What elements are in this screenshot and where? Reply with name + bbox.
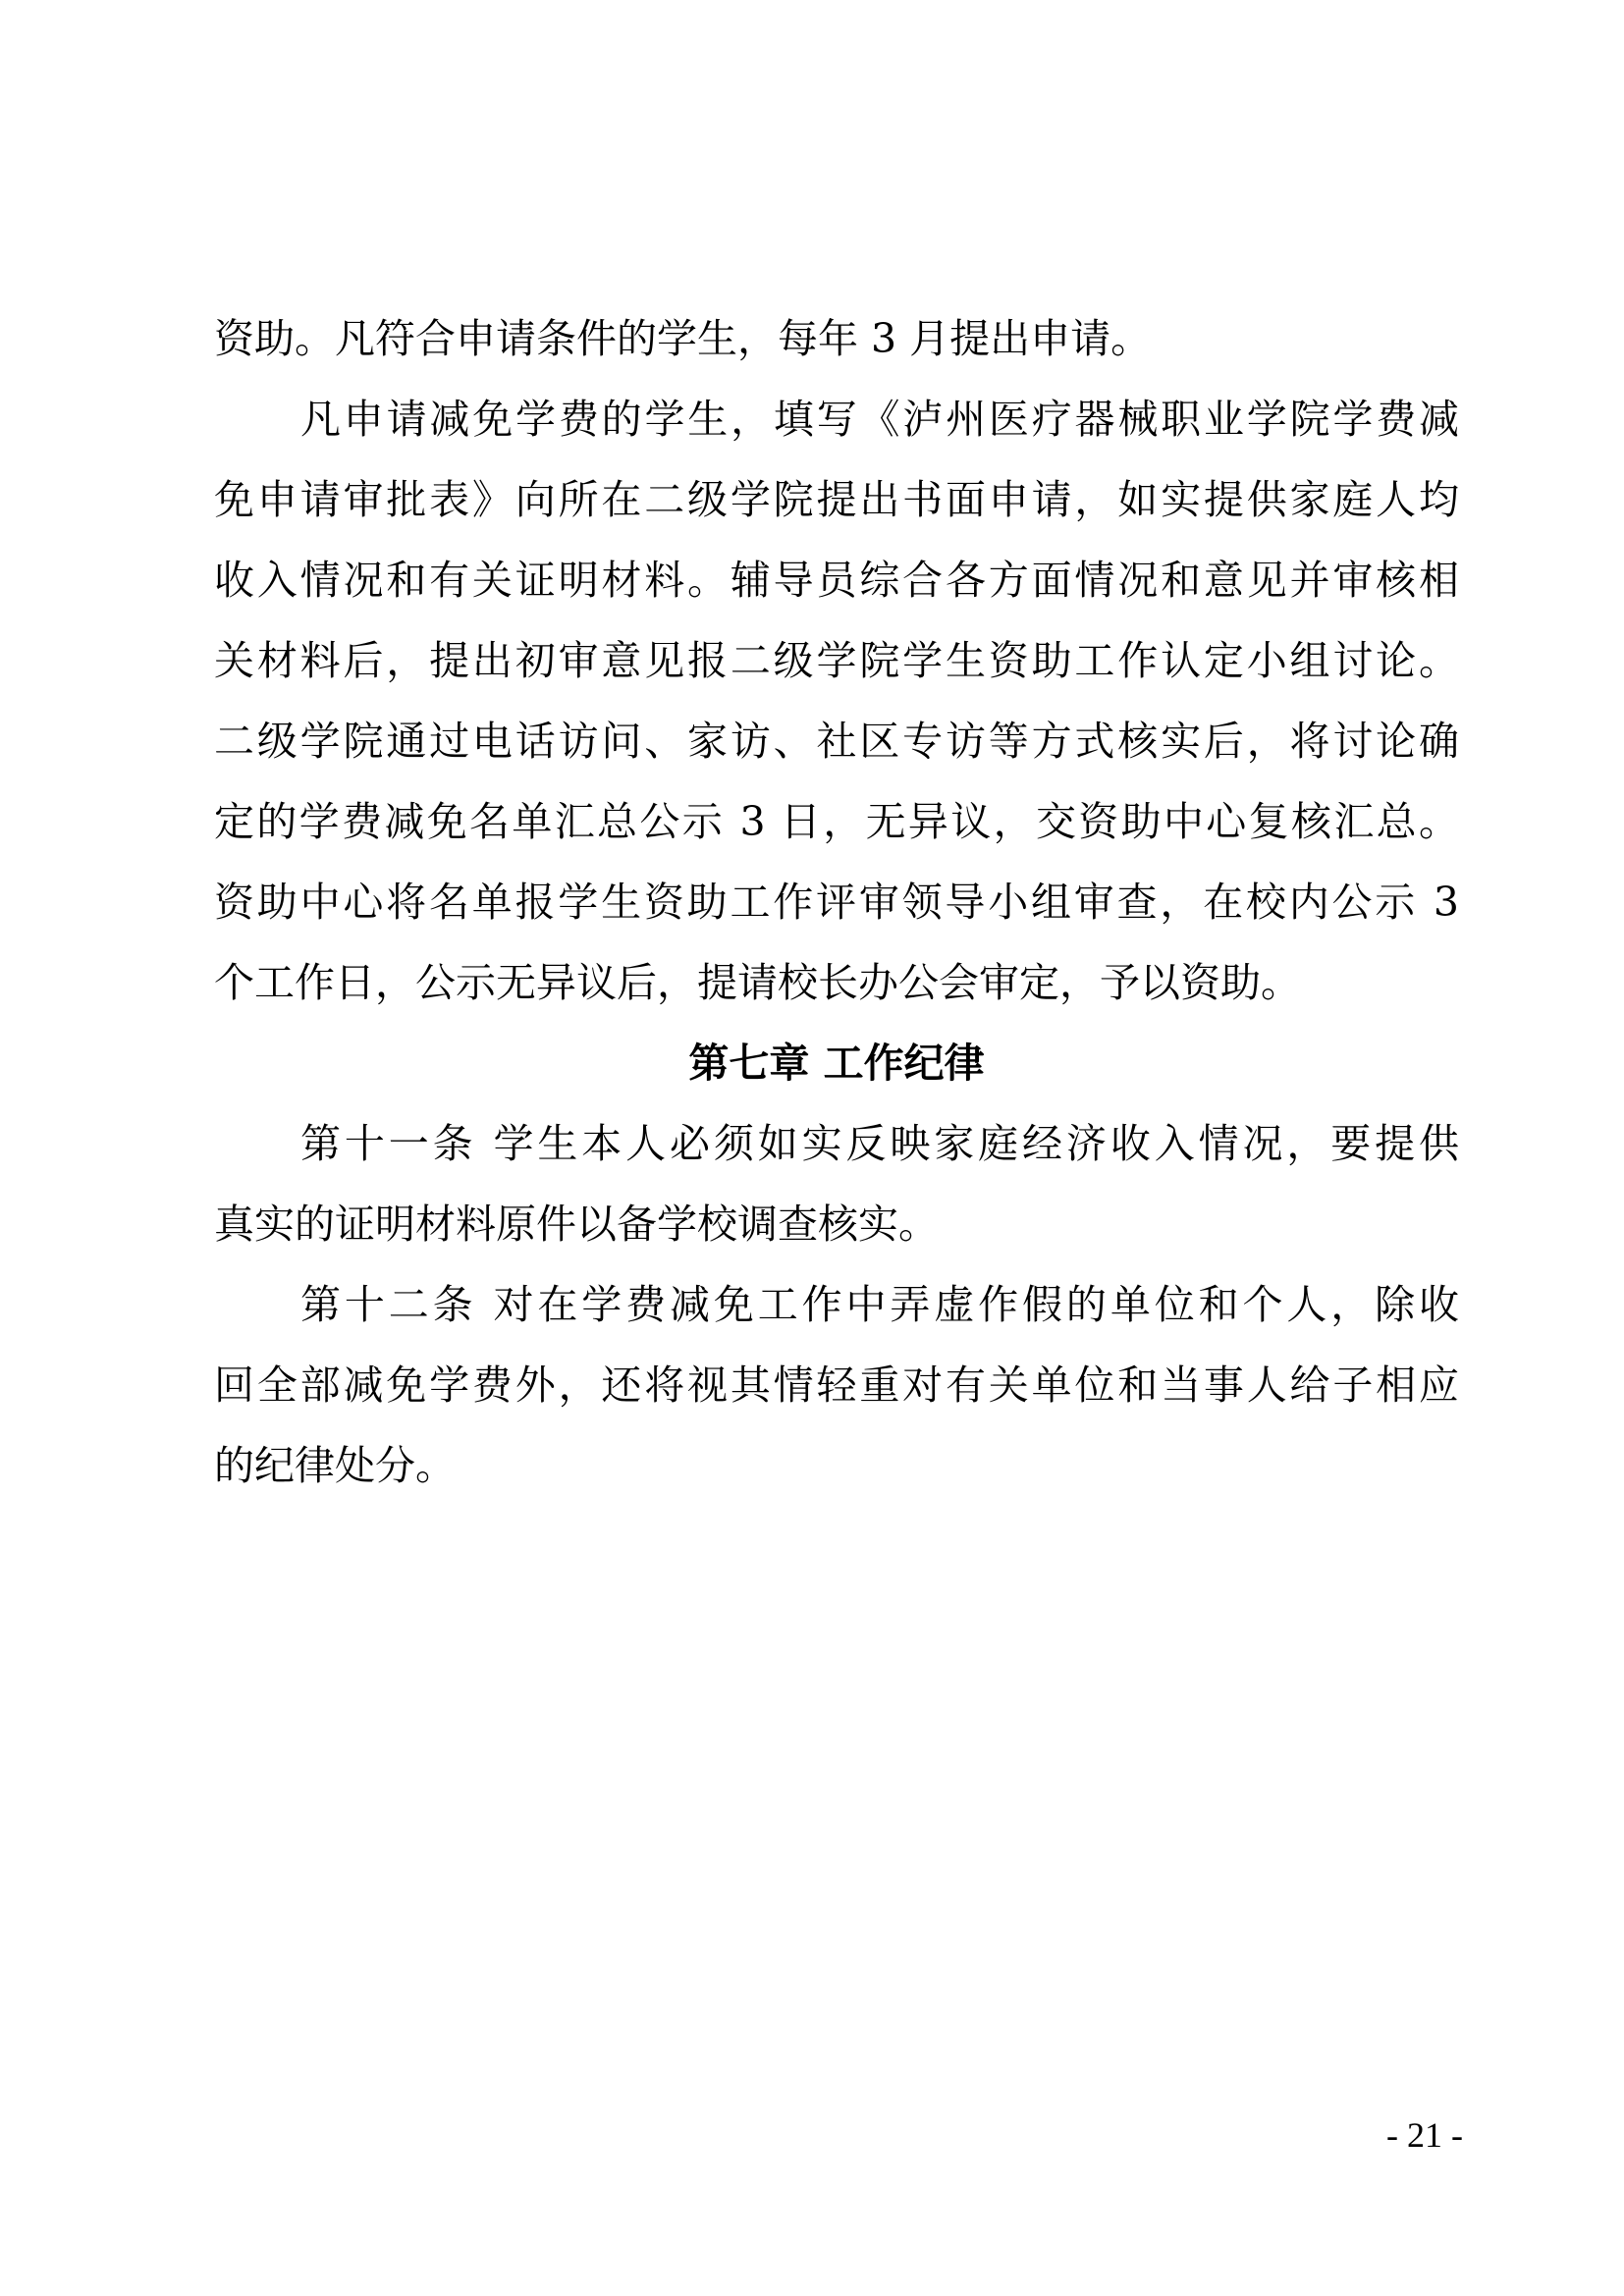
text-line: 资助中心将名单报学生资助工作评审领导小组审查，在校内公示 3 xyxy=(214,879,1459,926)
text-line: 资助。凡符合申请条件的学生，每年 3 月提出申请。 xyxy=(214,315,1152,362)
article-eleven xyxy=(214,1103,1459,1264)
text-line: 收入情况和有关证明材料。辅导员综合各方面情况和意见并审核相 xyxy=(214,557,1459,604)
chapter-heading: 第七章 工作纪律 xyxy=(688,1040,985,1087)
document-page xyxy=(214,298,1459,1506)
text-line: 凡申请减免学费的学生，填写《泸州医疗器械职业学院学费减 xyxy=(300,396,1459,443)
text-line: 免申请审批表》向所在二级学院提出书面申请，如实提供家庭人均 xyxy=(214,476,1459,523)
text-line: 关材料后，提出初审意见报二级学院学生资助工作认定小组讨论。 xyxy=(214,637,1459,684)
text-line: 第十一条 学生本人必须如实反映家庭经济收入情况，要提供 xyxy=(300,1120,1459,1167)
text-line: 第十二条 对在学费减免工作中弄虚作假的单位和个人，除收 xyxy=(300,1281,1459,1328)
text-line: 的纪律处分。 xyxy=(214,1442,456,1489)
text-line: 个工作日，公示无异议后，提请校长办公会审定，予以资助。 xyxy=(214,959,1301,1006)
text-line: 回全部减免学费外，还将视其情轻重对有关单位和当事人给子相应 xyxy=(214,1362,1459,1409)
paragraph-continuation xyxy=(214,298,1459,379)
article-twelve xyxy=(214,1264,1459,1506)
text-line: 定的学费减免名单汇总公示 3 日，无异议，交资助中心复核汇总。 xyxy=(214,798,1459,845)
text-line: 二级学院通过电话访问、家访、社区专访等方式核实后，将讨论确 xyxy=(214,718,1459,765)
paragraph-application-process xyxy=(214,379,1459,1023)
text-line: 真实的证明材料原件以备学校调查核实。 xyxy=(214,1201,939,1248)
page-number: - 21 - xyxy=(1386,2115,1463,2155)
